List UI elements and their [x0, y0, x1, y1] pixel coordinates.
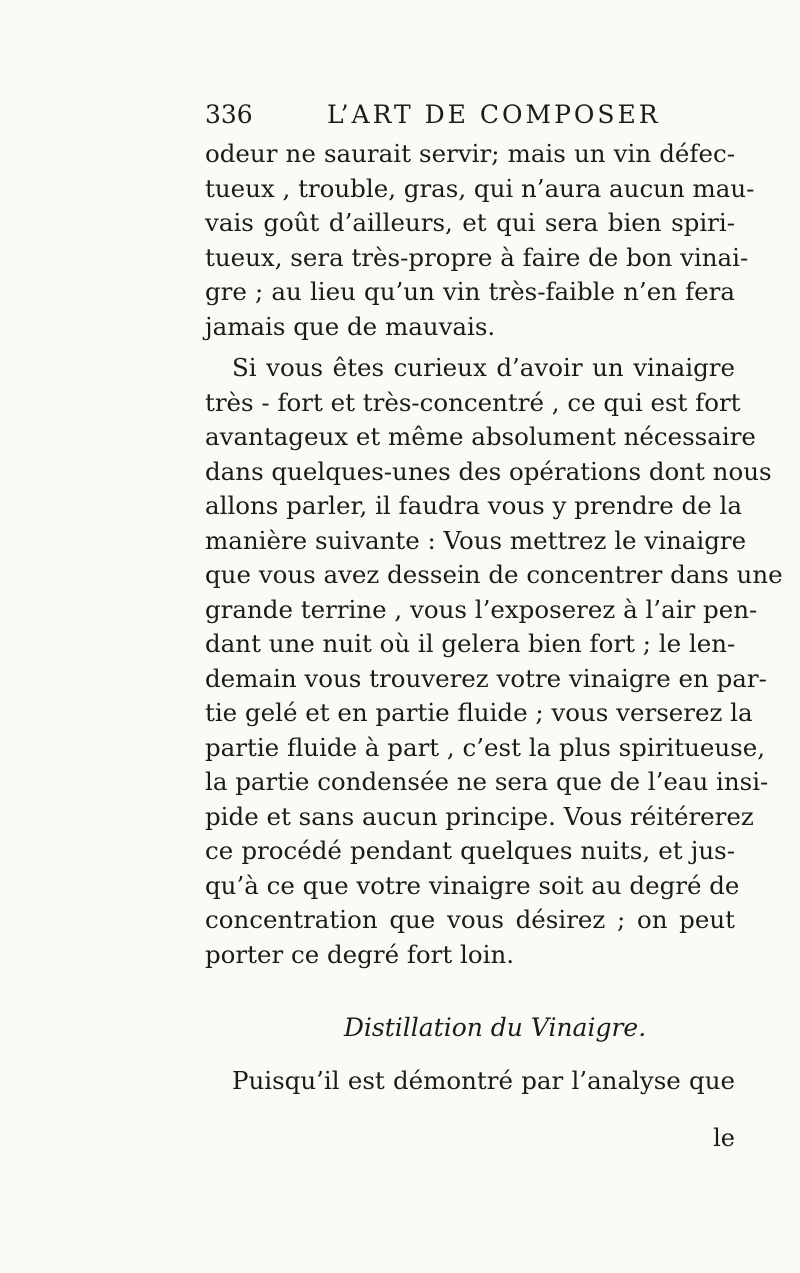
running-title: L’ART DE COMPOSER [327, 100, 661, 129]
paragraph-3 [205, 1064, 735, 1099]
paragraph-2 [205, 351, 783, 972]
text-line: dant une nuit où il gelera bien fort ; le len- [205, 629, 736, 658]
text-line: jamais que de mauvais. [205, 311, 496, 341]
text-line: que vous avez dessein de concentrer dans une [205, 560, 783, 589]
text-block [205, 137, 783, 1099]
text-line: allons parler, il faudra vous y prendre de la [205, 491, 742, 520]
text-line: odeur ne saurait servir; mais un vin défec- [205, 139, 735, 168]
text-line: demain vous trouverez votre vinaigre en par- [205, 663, 767, 693]
paragraph-1 [205, 137, 755, 344]
text-line: Si vous êtes curieux d’avoir un vinaigre [232, 353, 735, 382]
text-line: la partie condensée ne sera que de l’eau insi- [205, 767, 769, 796]
text-line: ce procédé pendant quelques nuits, et jus- [205, 836, 735, 865]
page-number: 336 [205, 100, 253, 129]
section-heading: Distillation du Vinaigre. [343, 1013, 647, 1042]
text-line: tie gelé et en partie fluide ; vous verserez la [205, 698, 753, 727]
text-line: porter ce degré fort loin. [205, 939, 515, 969]
text-line: pide et sans aucun principe. Vous réitérerez [205, 801, 754, 831]
text-line: manière suivante : Vous mettrez le vinaigre [205, 525, 747, 555]
text-line: tueux, sera très-propre à faire de bon vinai- [205, 242, 749, 272]
text-line: partie fluide à part , c’est la plus spiritueuse, [205, 732, 766, 762]
text-line: gre ; au lieu qu’un vin très-faible n’en fera [205, 277, 735, 306]
text-line: très - fort et très-concentré , ce qui est fort [205, 387, 741, 417]
text-line: avantageux et même absolument nécessaire [205, 422, 756, 451]
text-line: dans quelques-unes des opérations dont nous [205, 456, 772, 486]
text-line: vais goût d’ailleurs, et qui sera bien spiri- [205, 208, 735, 237]
text-line: qu’à ce que votre vinaigre soit au degré de [205, 870, 740, 900]
text-line: grande terrine , vous l’exposerez à l’air pen- [205, 594, 758, 624]
text-line: Puisqu’il est démontré par l’analyse que [232, 1066, 735, 1095]
catchword: le [713, 1124, 735, 1152]
text-line: tueux , trouble, gras, qui n’aura aucun mau- [205, 173, 755, 203]
text-line: concentration que vous désirez ; on peut [205, 905, 735, 934]
